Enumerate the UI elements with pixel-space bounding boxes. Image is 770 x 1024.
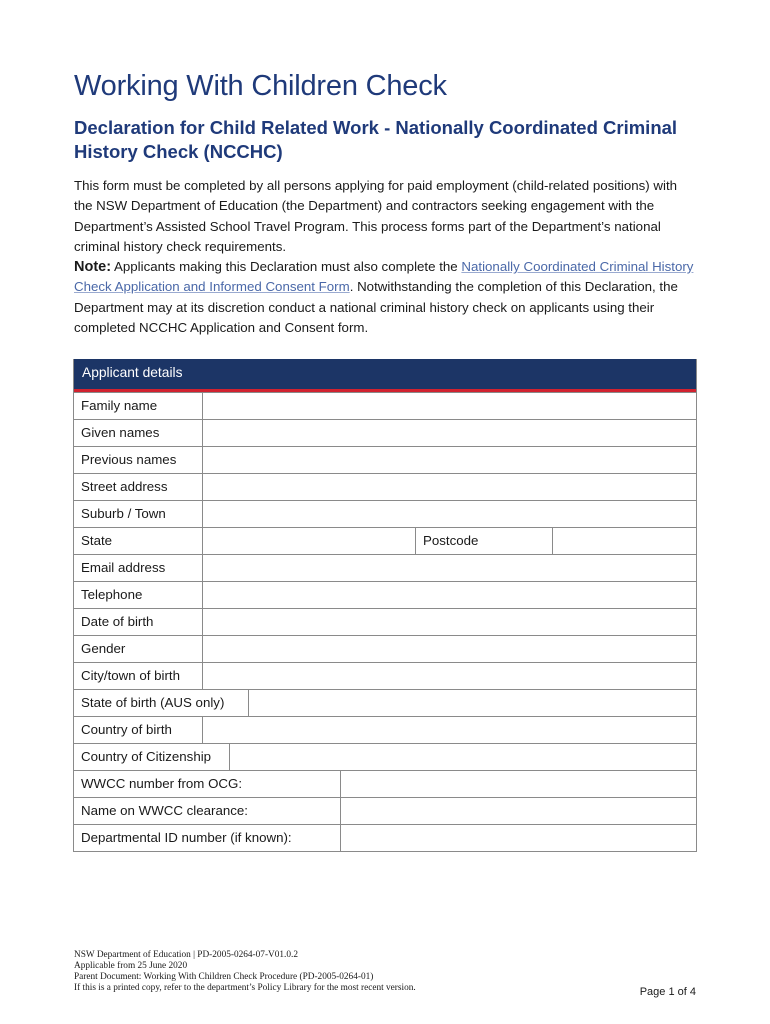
wwcc-number-label: WWCC number from OCG: [81, 776, 243, 791]
telephone-row [74, 581, 696, 608]
page-number: Page 1 of 4 [639, 986, 696, 998]
departmental-id-input[interactable] [340, 825, 696, 851]
date-of-birth-input[interactable] [202, 609, 696, 635]
gender-input[interactable] [202, 636, 696, 662]
departmental-id-row [74, 824, 696, 851]
country-of-birth-input[interactable] [202, 717, 696, 743]
state-of-birth-label: State of birth (AUS only) [81, 695, 225, 710]
applicant-details-form [73, 359, 697, 852]
page-title: Working With Children Check [74, 70, 447, 102]
section-header: Applicant details [74, 359, 696, 392]
city-of-birth-input[interactable] [202, 663, 696, 689]
note-label: Note: [74, 259, 112, 275]
country-of-citizenship-label: Country of Citizenship [81, 749, 212, 764]
postcode-label: Postcode [415, 528, 552, 554]
state-of-birth-row [74, 689, 696, 716]
departmental-id-label: Departmental ID number (if known): [81, 830, 292, 845]
footer-line-printed-copy: If this is a printed copy, refer to the department’s Policy Library for the most recent version. [74, 983, 416, 993]
state-of-birth-input[interactable] [248, 690, 696, 716]
email-row [74, 554, 696, 581]
wwcc-number-row [74, 770, 696, 797]
document-footer [74, 950, 699, 994]
wwcc-name-input[interactable] [340, 798, 696, 824]
country-of-birth-row [74, 716, 696, 743]
footer-line-parent: Parent Document: Working With Children Check Procedure (PD-2005-0264-01) [74, 972, 374, 982]
gender-label: Gender [81, 641, 126, 656]
previous-names-input[interactable] [202, 447, 696, 473]
state-input[interactable] [202, 528, 415, 554]
note-text-after: . Notwithstanding the completion of this Declaration, the Department may at its discretion conduct a national criminal history check on applicants using their completed NCCHC Application and Consent form. [74, 279, 678, 335]
email-input[interactable] [202, 555, 696, 581]
intro-paragraph: This form must be completed by all persons applying for paid employment (child-related positions) with the NSW Department of Education (the Department) and contractors seeking engagement with the Department’s Assisted School Travel Program. This process forms part of the Department’s national criminal history check requirements. [74, 178, 678, 254]
footer-line-applicable: Applicable from 25 June 2020 [74, 961, 188, 971]
given-names-row [74, 419, 696, 446]
state-label: State [81, 533, 113, 548]
gender-row [74, 635, 696, 662]
country-of-citizenship-row [74, 743, 696, 770]
note-text-before: Applicants making this Declaration must also complete the [111, 259, 462, 274]
note-paragraph [74, 257, 699, 338]
wwcc-name-label: Name on WWCC clearance: [81, 803, 248, 818]
telephone-input[interactable] [202, 582, 696, 608]
suburb-town-row [74, 500, 696, 527]
city-of-birth-row [74, 662, 696, 689]
street-address-input[interactable] [202, 474, 696, 500]
street-address-label: Street address [81, 479, 168, 494]
state-postcode-row [74, 527, 696, 554]
date-of-birth-row [74, 608, 696, 635]
city-of-birth-label: City/town of birth [81, 668, 181, 683]
ncchc-form-link[interactable]: Nationally Coordinated Criminal History Check Application and Informed Consent Form [74, 259, 694, 295]
given-names-input[interactable] [202, 420, 696, 446]
country-of-citizenship-input[interactable] [229, 744, 696, 770]
date-of-birth-label: Date of birth [81, 614, 154, 629]
form-subtitle: Declaration for Child Related Work - Nationally Coordinated Criminal History Check (NCCHC) [74, 117, 678, 162]
given-names-label: Given names [81, 425, 160, 440]
wwcc-name-row [74, 797, 696, 824]
email-label: Email address [81, 560, 166, 575]
family-name-input[interactable] [202, 393, 696, 419]
postcode-input[interactable] [552, 528, 696, 554]
previous-names-label: Previous names [81, 452, 177, 467]
telephone-label: Telephone [81, 587, 143, 602]
street-address-row [74, 473, 696, 500]
wwcc-number-input[interactable] [340, 771, 696, 797]
suburb-town-label: Suburb / Town [81, 506, 166, 521]
previous-names-row [74, 446, 696, 473]
family-name-label: Family name [81, 398, 158, 413]
suburb-town-input[interactable] [202, 501, 696, 527]
footer-line-document-id: NSW Department of Education | PD-2005-0264-07-V01.0.2 [74, 950, 299, 960]
family-name-row [74, 392, 696, 419]
country-of-birth-label: Country of birth [81, 722, 172, 737]
